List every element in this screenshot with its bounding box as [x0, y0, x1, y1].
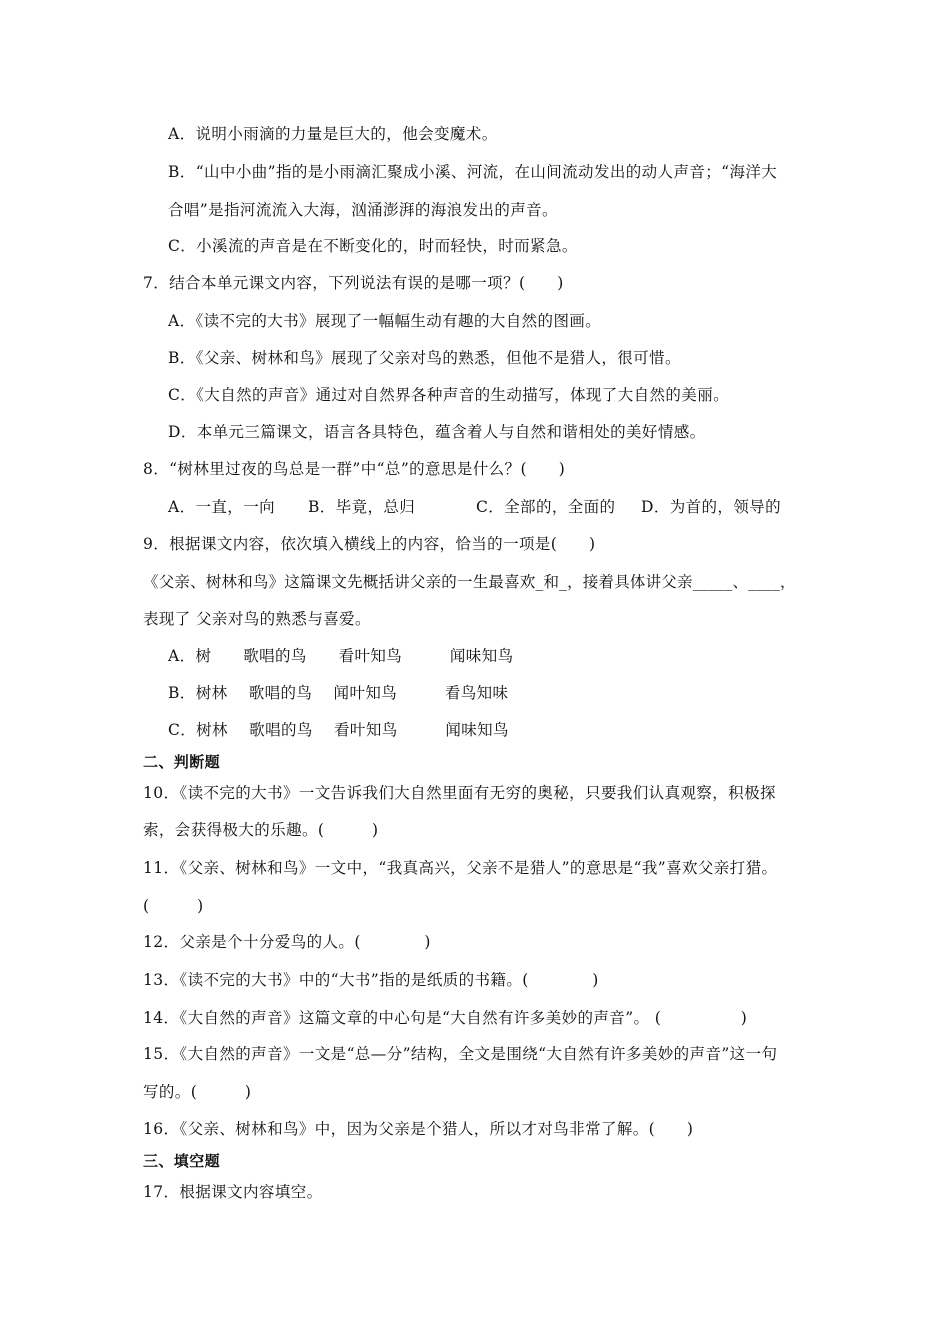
q9-passage-line2: 表现了 父亲对鸟的熟悉与喜爱。	[143, 610, 371, 628]
q9-option-c: C．树林 歌唱的鸟 看叶知鸟 闻味知鸟	[168, 721, 509, 739]
q8-option-c: C．全部的，全面的	[476, 498, 616, 516]
q15-line2: 写的。( )	[143, 1083, 252, 1101]
q8-option-a: A．一直，一向	[168, 498, 275, 516]
q7-option-d: D．本单元三篇课文，语言各具特色，蕴含着人与自然和谐相处的美好情感。	[168, 423, 706, 441]
section-heading-judgment: 二、判断题	[143, 753, 221, 771]
q16-line1: 16．《父亲、树林和鸟》中，因为父亲是个猎人，所以才对鸟非常了解。( )	[143, 1120, 694, 1138]
q17-stem: 17．根据课文内容填空。	[143, 1183, 323, 1201]
q9-stem: 9．根据课文内容，依次填入横线上的内容，恰当的一项是( )	[143, 535, 596, 553]
q14-line1: 14．《大自然的声音》这篇文章的中心句是“大自然有许多美妙的声音”。 ( )	[143, 1009, 748, 1027]
section-heading-fill-in: 三、填空题	[143, 1152, 221, 1170]
q9-option-a: A．树 歌唱的鸟 看叶知鸟 闻味知鸟	[168, 647, 514, 665]
q10-line2: 索，会获得极大的乐趣。( )	[143, 821, 379, 839]
q8-option-d: D．为首的，领导的	[641, 498, 782, 516]
q6-option-b-line2: 合唱”是指河流流入大海，汹涌澎湃的海浪发出的声音。	[168, 201, 558, 219]
q13-line1: 13．《读不完的大书》中的“大书”指的是纸质的书籍。( )	[143, 971, 599, 989]
q6-option-c: C．小溪流的声音是在不断变化的，时而轻快，时而紧急。	[168, 237, 578, 255]
q7-stem: 7．结合本单元课文内容，下列说法有误的是哪一项？( )	[143, 274, 564, 292]
q7-option-c: C．《大自然的声音》通过对自然界各种声音的生动描写，体现了大自然的美丽。	[168, 386, 730, 404]
q10-line1: 10．《读不完的大书》一文告诉我们大自然里面有无穷的奥秘，只要我们认真观察，积极探	[143, 784, 776, 802]
q9-option-b: B．树林 歌唱的鸟 闻叶知鸟 看鸟知味	[168, 684, 509, 702]
q8-stem: 8．“树林里过夜的鸟总是一群”中“总”的意思是什么？( )	[143, 460, 566, 478]
q12-line1: 12．父亲是个十分爱鸟的人。( )	[143, 933, 431, 951]
q8-option-b: B．毕竟，总归	[308, 498, 416, 516]
q6-option-a: A．说明小雨滴的力量是巨大的，他会变魔术。	[168, 125, 498, 143]
q9-passage-line1: 《父亲、树林和鸟》这篇课文先概括讲父亲的一生最喜欢_和_，接着具体讲父亲_____、____，	[143, 573, 796, 591]
q7-option-a: A．《读不完的大书》展现了一幅幅生动有趣的大自然的图画。	[168, 312, 602, 330]
q15-line1: 15．《大自然的声音》一文是“总—分”结构，全文是围绕“大自然有许多美妙的声音”这一句	[143, 1045, 778, 1063]
q6-option-b-line1: B．“山中小曲”指的是小雨滴汇聚成小溪、河流，在山间流动发出的动人声音；“海洋大	[168, 163, 778, 181]
q11-line2: ( )	[143, 897, 204, 915]
q7-option-b: B．《父亲、树林和鸟》展现了父亲对鸟的熟悉，但他不是猎人，很可惜。	[168, 349, 681, 367]
q11-line1: 11．《父亲、树林和鸟》一文中，“我真高兴，父亲不是猎人”的意思是“我”喜欢父亲打猎。	[143, 859, 778, 877]
